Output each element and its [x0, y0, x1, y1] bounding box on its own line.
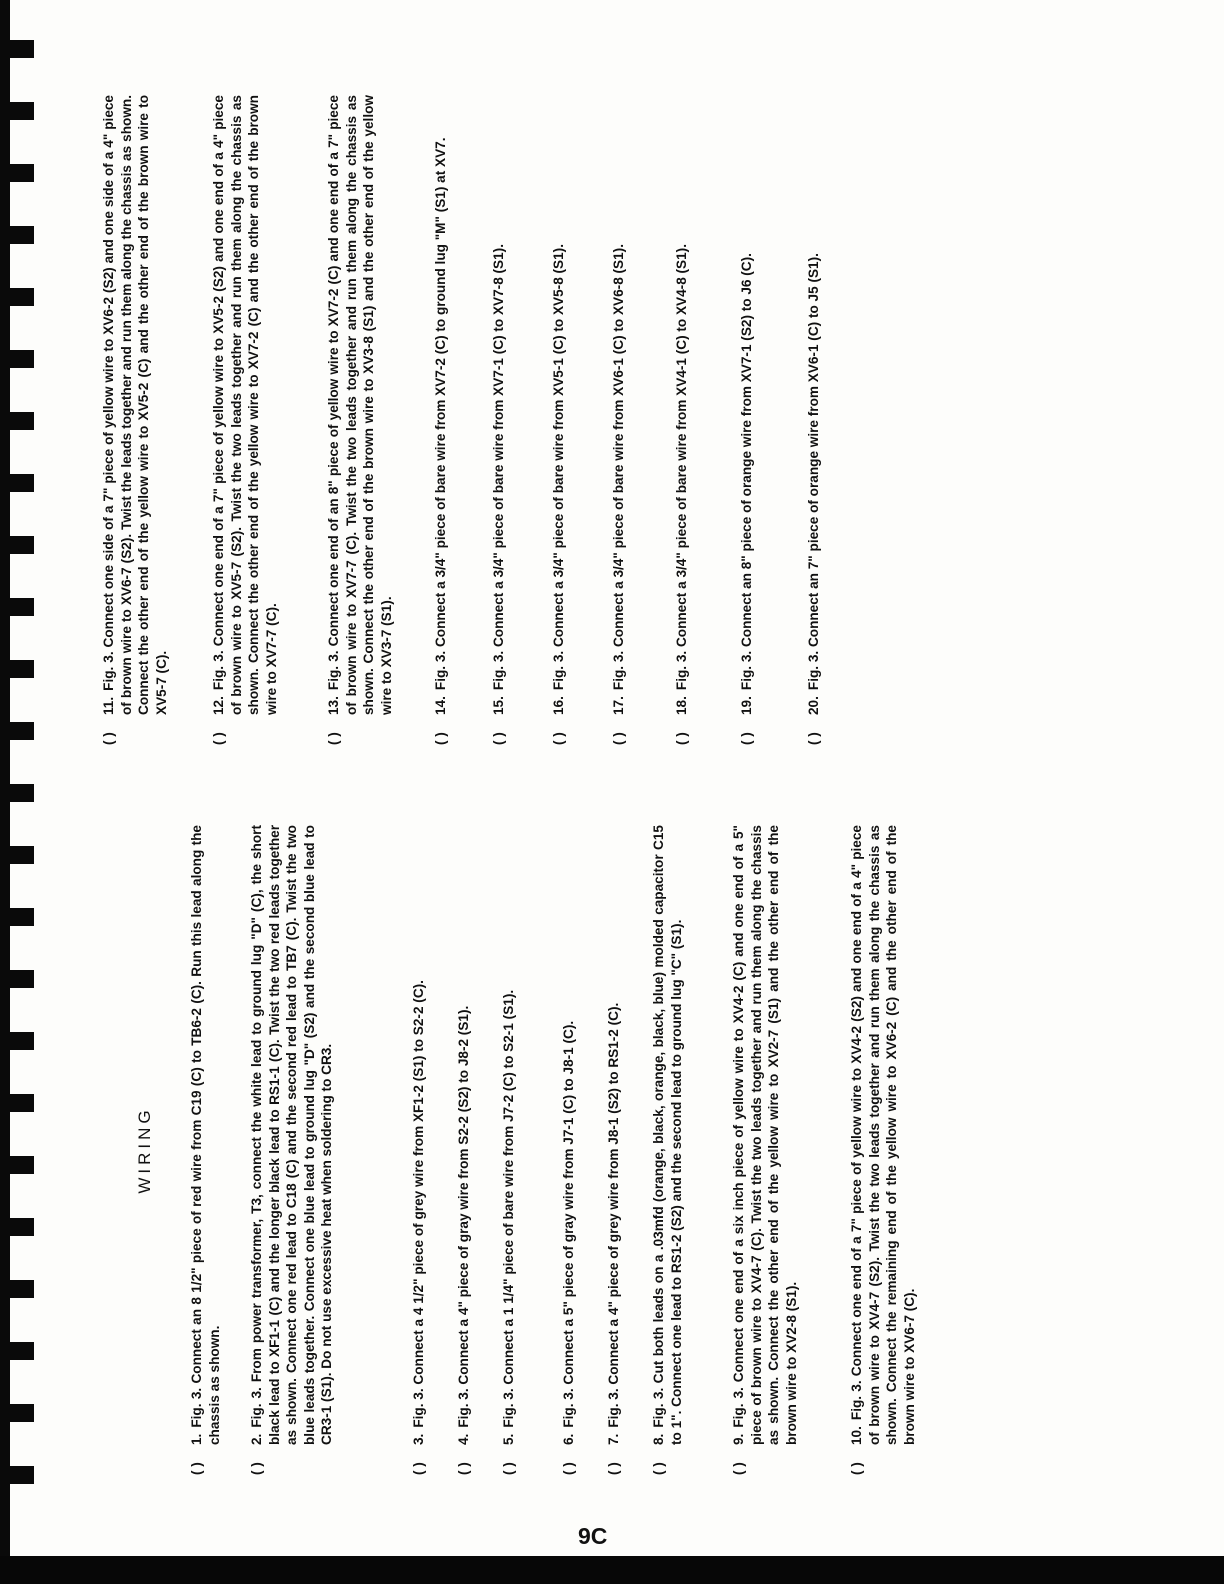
wiring-step-19: ( ) 19.Fig. 3. Connect an 8" piece of orange wire from XV7-1 (S2) to J6 (C). — [739, 253, 754, 745]
step-checkbox[interactable]: ( ) — [433, 732, 448, 745]
wiring-step-1: ( ) 1.Fig. 3. Connect an 8 1/2" piece of red wire from C19 (C) to TB6-2 (C). Run this lead along the chassis as shown. — [189, 825, 222, 1475]
wiring-step-12: ( ) 12.Fig. 3. Connect one end of a 7" piece of yellow wire to XV5-2 (S2) and one end of a 4" piece of brown wire to XV5-7 (S2). Twist the two leads together and run them along the chassis as shown. Connect the other end of the yellow wire to XV7-2 (C) and the other end of the brown wire to XV7-7 (C). — [211, 95, 279, 745]
wiring-step-7: ( ) 7.Fig. 3. Connect a 4" piece of grey wire from J8-1 (S2) to RS1-2 (C). — [606, 1002, 621, 1475]
step-checkbox[interactable]: ( ) — [326, 732, 341, 745]
step-checkbox[interactable]: ( ) — [806, 732, 821, 745]
step-checkbox[interactable]: ( ) — [211, 732, 226, 745]
step-checkbox[interactable]: ( ) — [849, 1462, 864, 1475]
step-checkbox[interactable]: ( ) — [674, 732, 689, 745]
wiring-step-14: ( ) 14.Fig. 3. Connect a 3/4" piece of bare wire from XV7-2 (C) to ground lug "M" (S1) at XV7. — [433, 137, 448, 745]
step-checkbox[interactable]: ( ) — [189, 1462, 204, 1475]
wiring-step-4: ( ) 4.Fig. 3. Connect a 4" piece of gray wire from S2-2 (S2) to J8-2 (S1). — [456, 1005, 471, 1475]
wiring-step-11: ( ) 11.Fig. 3. Connect one side of a 7" piece of yellow wire to XV6-2 (S2) and one side of a 4" piece of brown wire to XV6-7 (S2). Twist the leads together and run them along the chassis as shown. Connect the other end of the yellow wire to XV5-2 (C) and the other end of the brown wire to XV5-7 (C). — [101, 95, 169, 745]
step-checkbox[interactable]: ( ) — [561, 1462, 576, 1475]
step-checkbox[interactable]: ( ) — [651, 1462, 666, 1475]
scan-bottom-edge — [0, 1556, 1224, 1584]
step-checkbox[interactable]: ( ) — [606, 1462, 621, 1475]
wiring-step-18: ( ) 18.Fig. 3. Connect a 3/4" piece of bare wire from XV4-1 (C) to XV4-8 (S1). — [674, 244, 689, 745]
step-checkbox[interactable]: ( ) — [491, 732, 506, 745]
step-checkbox[interactable]: ( ) — [411, 1462, 426, 1475]
wiring-step-5: ( ) 5.Fig. 3. Connect a 1 1/4" piece of bare wire from J7-2 (C) to S2-1 (S1). — [501, 989, 516, 1475]
binding-teeth — [8, 40, 34, 1484]
step-checkbox[interactable]: ( ) — [739, 732, 754, 745]
wiring-step-20: ( ) 20.Fig. 3. Connect an 7" piece of orange wire from XV6-1 (C) to J5 (S1). — [806, 253, 821, 745]
step-checkbox[interactable]: ( ) — [501, 1462, 516, 1475]
step-checkbox[interactable]: ( ) — [611, 732, 626, 745]
rotated-wiring-content — [80, 45, 1200, 1475]
wiring-step-15: ( ) 15.Fig. 3. Connect a 3/4" piece of bare wire from XV7-1 (C) to XV7-8 (S1). — [491, 244, 506, 745]
page-number: 9C — [578, 1523, 608, 1549]
wiring-step-9: ( ) 9.Fig. 3. Connect one end of a six inch piece of yellow wire to XV4-2 (C) and one end of a 5" piece of brown wire to XV4-7 (C). Twist the two leads together and run them along the chassis as shown. Connect the other end of the yellow wire to XV2-7 (S1) and the other end of the brown wire to XV2-8 (S1). — [731, 825, 799, 1475]
step-checkbox[interactable]: ( ) — [101, 732, 116, 745]
spiral-binding-edge — [0, 0, 44, 1584]
wiring-step-8: ( ) 8.Fig. 3. Cut both leads on a .03mfd (orange, black, orange, black, blue) molded capacitor C15 to 1". Connect one lead to RS1-2 (S2) and the second lead to ground lug "C" (S1). — [651, 825, 684, 1475]
wiring-step-6: ( ) 6.Fig. 3. Connect a 5" piece of gray wire from J7-1 (C) to J8-1 (C). — [561, 1020, 576, 1475]
step-checkbox[interactable]: ( ) — [551, 732, 566, 745]
wiring-step-2: ( ) 2.Fig. 3. From power transformer, T3, connect the white lead to ground lug "D" (C), the short black lead to XF1-1 (C) and the longer black lead to RS1-1 (C). Twist the two red leads together as shown. Connect one red lead to C18 (C) and the second red lead to TB7 (C). Twist the two blue leads together. Connect one blue lead to ground lug "D" (S2) and the second blue lead to CR3-1 (S1). Do not use excessive heat when soldering to CR3. — [249, 825, 334, 1475]
wiring-step-16: ( ) 16.Fig. 3. Connect a 3/4" piece of bare wire from XV5-1 (C) to XV5-8 (S1). — [551, 244, 566, 745]
wiring-step-13: ( ) 13.Fig. 3. Connect one end of an 8" piece of yellow wire to XV7-2 (C) and one end of a 7" piece of brown wire to XV7-7 (C). Twist the two leads together and run them along the chassis as shown. Connect the other end of the brown wire to XV3-8 (S1) and the other end of the yellow wire to XV3-7 (S1). — [326, 95, 394, 745]
step-checkbox[interactable]: ( ) — [249, 1462, 264, 1475]
step-checkbox[interactable]: ( ) — [456, 1462, 471, 1475]
wiring-heading: WIRING — [135, 1106, 154, 1194]
step-checkbox[interactable]: ( ) — [731, 1462, 746, 1475]
wiring-step-10: ( ) 10.Fig. 3. Connect one end of a 7" piece of yellow wire to XV4-2 (S2) and one end of a 4" piece of brown wire to XV4-7 (S2). Twist the two leads together and run them along the chassis as shown. Connect the remaining end of the yellow wire to XV6-2 (C) and the other end of the brown wire to XV6-7 (C). — [849, 825, 917, 1475]
wiring-step-3: ( ) 3.Fig. 3. Connect a 4 1/2" piece of grey wire from XF1-2 (S1) to S2-2 (C). — [411, 980, 426, 1475]
wiring-step-17: ( ) 17.Fig. 3. Connect a 3/4" piece of bare wire from XV6-1 (C) to XV6-8 (S1). — [611, 244, 626, 745]
